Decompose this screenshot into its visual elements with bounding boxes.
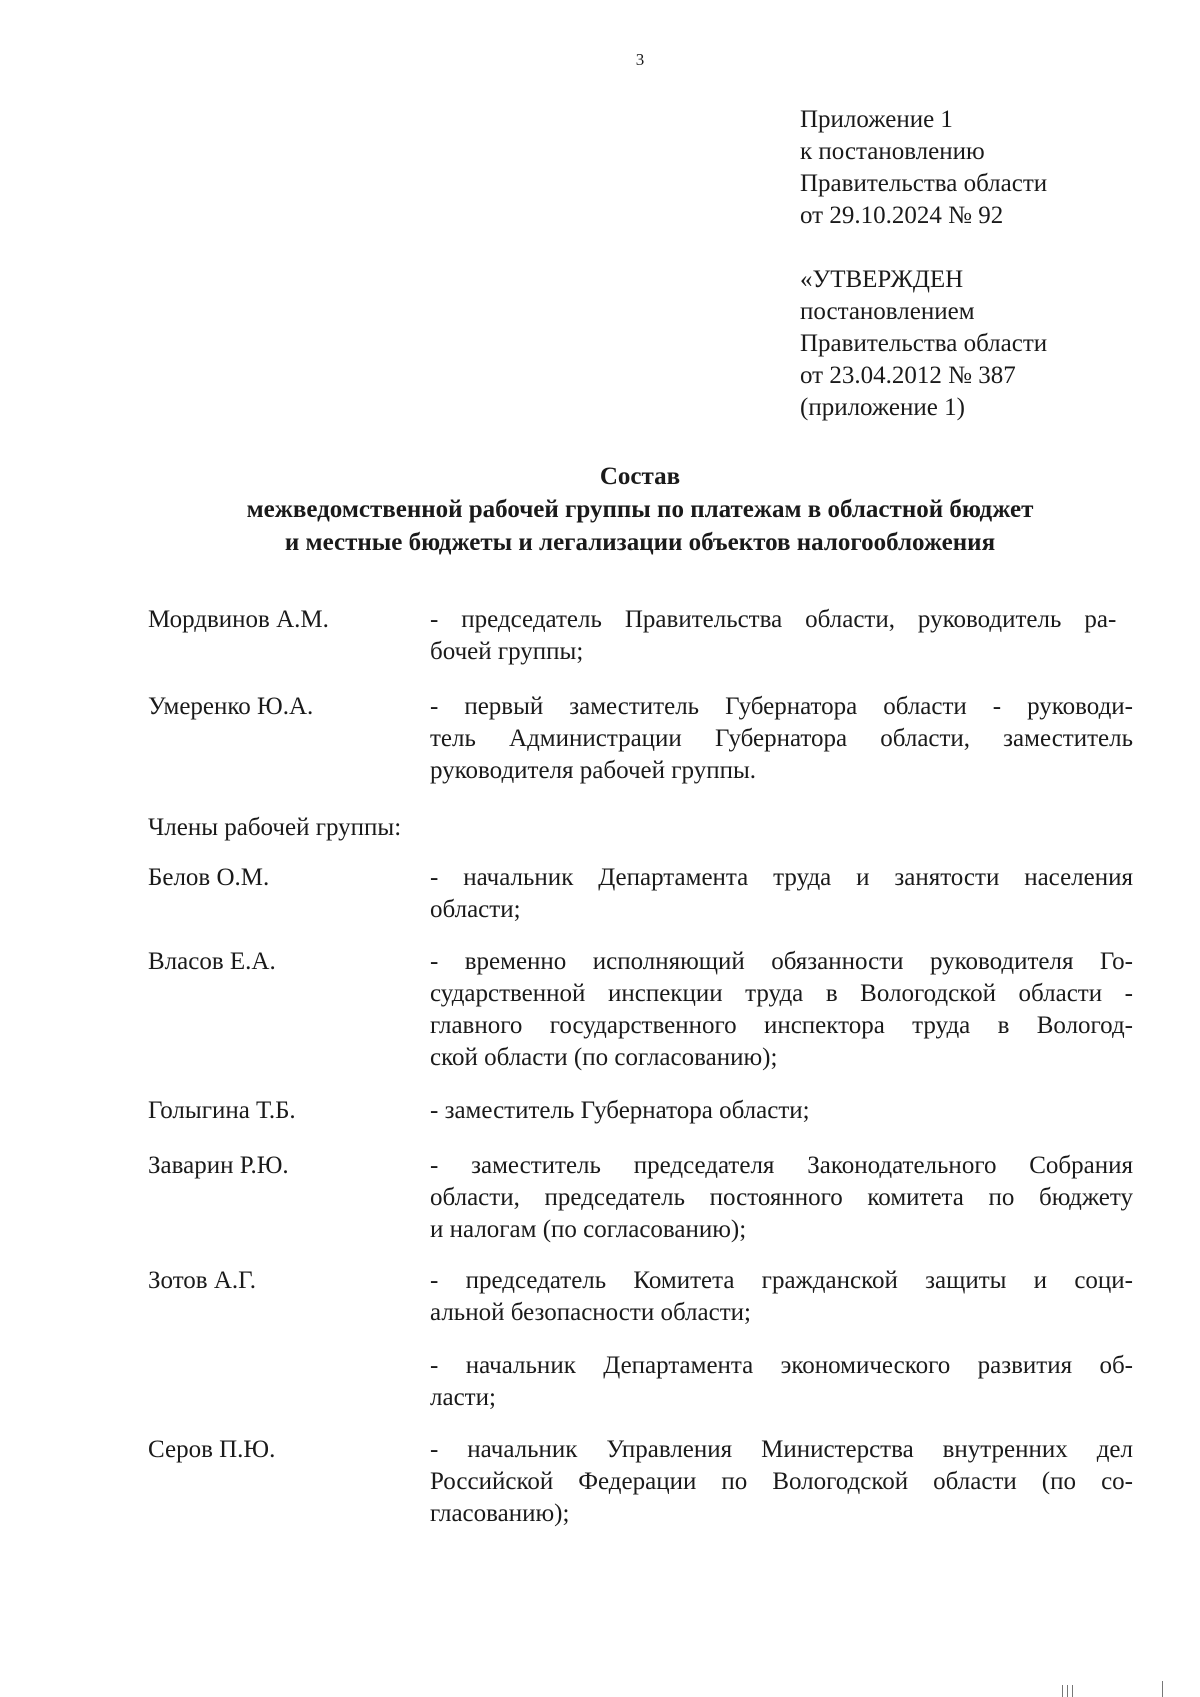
role-line: - заместитель Губернатора области; bbox=[430, 1097, 810, 1124]
person-name: Власов Е.А. bbox=[148, 948, 276, 975]
appendix-reference bbox=[800, 104, 1047, 232]
person-name: Серов П.Ю. bbox=[148, 1436, 276, 1463]
person-name: Зотов А.Г. bbox=[148, 1267, 257, 1294]
role-line: руководителя рабочей группы. bbox=[430, 757, 757, 784]
title-line: межведомственной рабочей группы по платежам в областной бюджет bbox=[246, 496, 1034, 523]
approval-line: постановлением bbox=[800, 298, 975, 325]
approval-line: (приложение 1) bbox=[800, 394, 965, 421]
title-line: и местные бюджеты и легализации объектов налогообложения bbox=[284, 529, 996, 556]
role-line: тель Администрации Губернатора области, заместитель bbox=[430, 725, 1133, 752]
document-title bbox=[150, 460, 1130, 559]
role-line: бочей группы; bbox=[430, 638, 584, 665]
role-line: ской области (по согласованию); bbox=[430, 1044, 778, 1071]
page-number: 3 bbox=[635, 50, 645, 69]
scan-edge-marks bbox=[1062, 1679, 1182, 1697]
role-line: гласованию); bbox=[430, 1500, 570, 1527]
person-role bbox=[430, 1350, 1133, 1414]
person-role bbox=[430, 691, 1133, 787]
person-name: Мордвинов А.М. bbox=[148, 606, 329, 633]
role-line: и налогам (по согласованию); bbox=[430, 1216, 747, 1243]
role-line: ласти; bbox=[430, 1384, 496, 1411]
appendix-line: Правительства области bbox=[800, 170, 1048, 197]
role-line: главного государственного инспектора труда в Вологод- bbox=[430, 1012, 1133, 1039]
person-role bbox=[430, 1095, 1133, 1127]
person-name: Белов О.М. bbox=[148, 864, 270, 891]
members-heading: Члены рабочей группы: bbox=[148, 814, 402, 841]
role-line: - начальник Департамента труда и занятости населения bbox=[430, 864, 1133, 891]
person-role bbox=[430, 1265, 1133, 1329]
approval-line: от 23.04.2012 № 387 bbox=[800, 362, 1016, 389]
title-line: Состав bbox=[599, 463, 681, 490]
person-role bbox=[430, 1434, 1133, 1530]
person-name: Заварин Р.Ю. bbox=[148, 1152, 289, 1179]
appendix-line: от 29.10.2024 № 92 bbox=[800, 202, 1004, 229]
person-role bbox=[430, 604, 1133, 668]
approval-line: «УТВЕРЖДЕН bbox=[800, 266, 964, 293]
appendix-line: Приложение 1 bbox=[800, 106, 953, 133]
role-line: - первый заместитель Губернатора области - руководи- bbox=[430, 693, 1133, 720]
role-line: - председатель Комитета гражданской защиты и соци- bbox=[430, 1267, 1133, 1294]
role-line: Российской Федерации по Вологодской области (по со- bbox=[430, 1468, 1133, 1495]
approval-reference bbox=[800, 264, 1047, 424]
role-line: альной безопасности области; bbox=[430, 1299, 751, 1326]
role-line: сударственной инспекции труда в Вологодской области - bbox=[430, 980, 1133, 1007]
person-name: Умеренко Ю.А. bbox=[148, 693, 314, 720]
approval-line: Правительства области bbox=[800, 330, 1048, 357]
person-role bbox=[430, 1150, 1133, 1246]
person-role bbox=[430, 946, 1133, 1074]
person-role bbox=[430, 862, 1133, 926]
role-line: - временно исполняющий обязанности руководителя Го- bbox=[430, 948, 1133, 975]
role-line: области; bbox=[430, 896, 521, 923]
person-name: Голыгина Т.Б. bbox=[148, 1097, 296, 1124]
role-line: - председатель Правительства области, руководитель ра- bbox=[430, 606, 1117, 633]
appendix-line: к постановлению bbox=[800, 138, 985, 165]
role-line: области, председатель постоянного комитета по бюджету bbox=[430, 1184, 1133, 1211]
role-line: - начальник Управления Министерства внутренних дел bbox=[430, 1436, 1133, 1463]
role-line: - заместитель председателя Законодательного Собрания bbox=[430, 1152, 1133, 1179]
role-line: - начальник Департамента экономического развития об- bbox=[430, 1352, 1133, 1379]
